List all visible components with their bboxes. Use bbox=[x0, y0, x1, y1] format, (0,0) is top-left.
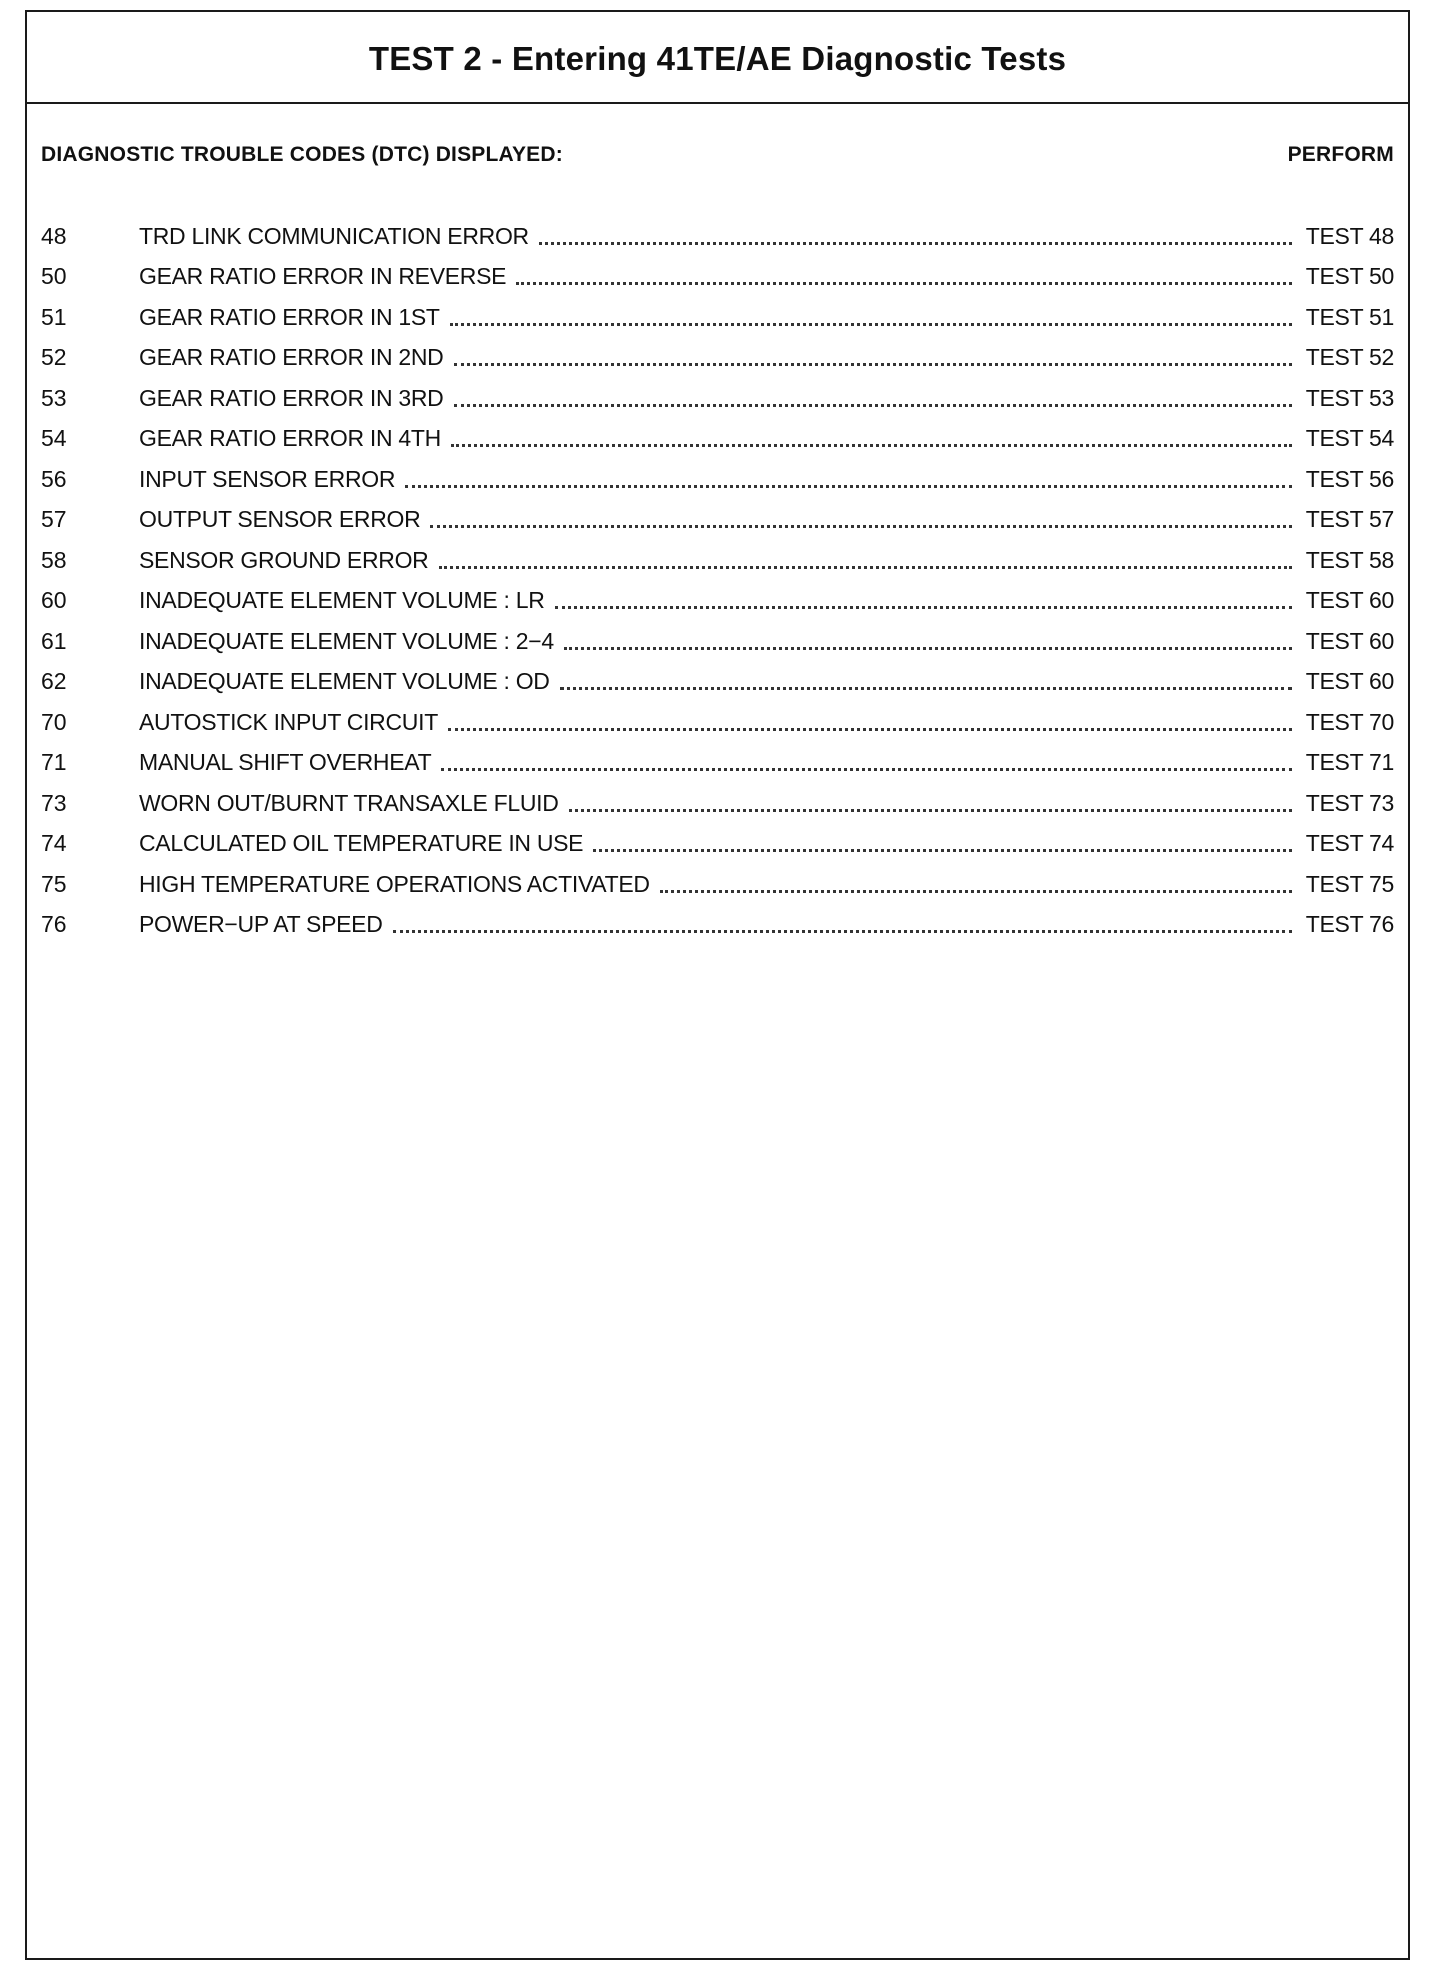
dot-leader bbox=[454, 404, 1292, 407]
perform-test: TEST 58 bbox=[1305, 546, 1394, 573]
table-row bbox=[41, 905, 1394, 946]
dot-leader bbox=[569, 809, 1292, 812]
dtc-description: INPUT SENSOR ERROR bbox=[139, 465, 396, 492]
dtc-code: 62 bbox=[41, 668, 67, 695]
perform-test: TEST 60 bbox=[1305, 668, 1394, 695]
dtc-code: 52 bbox=[41, 344, 67, 371]
table-row bbox=[41, 743, 1394, 784]
table-row bbox=[41, 864, 1394, 905]
dtc-code: 54 bbox=[41, 425, 67, 452]
dot-leader bbox=[393, 930, 1292, 933]
table-row bbox=[41, 257, 1394, 298]
dtc-code: 50 bbox=[41, 263, 67, 290]
dtc-column-header: DIAGNOSTIC TROUBLE CODES (DTC) DISPLAYED: bbox=[41, 143, 563, 166]
dtc-code: 74 bbox=[41, 830, 67, 857]
dot-leader bbox=[660, 890, 1292, 893]
perform-test: TEST 57 bbox=[1305, 506, 1394, 533]
dot-leader bbox=[451, 444, 1292, 447]
dtc-description: POWER−UP AT SPEED bbox=[139, 911, 383, 938]
table-row bbox=[41, 297, 1394, 338]
dtc-code: 73 bbox=[41, 789, 67, 816]
dtc-description: TRD LINK COMMUNICATION ERROR bbox=[139, 222, 529, 249]
dtc-code: 56 bbox=[41, 465, 67, 492]
dtc-description: CALCULATED OIL TEMPERATURE IN USE bbox=[139, 830, 584, 857]
perform-test: TEST 52 bbox=[1305, 344, 1394, 371]
dtc-code: 61 bbox=[41, 627, 67, 654]
dtc-list bbox=[41, 216, 1394, 945]
dtc-description: GEAR RATIO ERROR IN 1ST bbox=[139, 303, 440, 330]
dtc-description: MANUAL SHIFT OVERHEAT bbox=[139, 749, 432, 776]
dot-leader bbox=[560, 687, 1292, 690]
perform-test: TEST 48 bbox=[1305, 222, 1394, 249]
table-row bbox=[41, 459, 1394, 500]
perform-test: TEST 50 bbox=[1305, 263, 1394, 290]
dtc-description: SENSOR GROUND ERROR bbox=[139, 546, 429, 573]
dtc-description: HIGH TEMPERATURE OPERATIONS ACTIVATED bbox=[139, 870, 650, 897]
dtc-description: GEAR RATIO ERROR IN REVERSE bbox=[139, 263, 507, 290]
dtc-description: GEAR RATIO ERROR IN 2ND bbox=[139, 344, 444, 371]
dtc-code: 48 bbox=[41, 222, 67, 249]
perform-test: TEST 74 bbox=[1305, 830, 1394, 857]
dot-leader bbox=[439, 566, 1292, 569]
table-row bbox=[41, 621, 1394, 662]
page-title: TEST 2 - Entering 41TE/AE Diagnostic Tests bbox=[368, 40, 1067, 77]
perform-test: TEST 71 bbox=[1305, 749, 1394, 776]
dot-leader bbox=[564, 647, 1292, 650]
perform-test: TEST 70 bbox=[1305, 708, 1394, 735]
dtc-code: 71 bbox=[41, 749, 67, 776]
dot-leader bbox=[430, 525, 1291, 528]
dtc-description: INADEQUATE ELEMENT VOLUME : 2−4 bbox=[139, 627, 554, 654]
perform-test: TEST 56 bbox=[1305, 465, 1394, 492]
dtc-code: 53 bbox=[41, 384, 67, 411]
perform-test: TEST 73 bbox=[1305, 789, 1394, 816]
dtc-code: 75 bbox=[41, 870, 67, 897]
dot-leader bbox=[448, 728, 1292, 731]
dtc-description: WORN OUT/BURNT TRANSAXLE FLUID bbox=[139, 789, 559, 816]
dtc-description: INADEQUATE ELEMENT VOLUME : OD bbox=[139, 668, 550, 695]
dtc-description: AUTOSTICK INPUT CIRCUIT bbox=[139, 708, 438, 735]
table-header bbox=[41, 138, 1394, 172]
table-row bbox=[41, 378, 1394, 419]
dot-leader bbox=[441, 768, 1291, 771]
perform-test: TEST 75 bbox=[1305, 870, 1394, 897]
dot-leader bbox=[405, 485, 1292, 488]
dtc-description: OUTPUT SENSOR ERROR bbox=[139, 506, 421, 533]
table-row bbox=[41, 662, 1394, 703]
dtc-code: 76 bbox=[41, 911, 67, 938]
perform-column-header: PERFORM bbox=[1287, 143, 1394, 166]
dtc-code: 70 bbox=[41, 708, 67, 735]
table-row bbox=[41, 581, 1394, 622]
table-row bbox=[41, 783, 1394, 824]
table-row bbox=[41, 216, 1394, 257]
perform-test: TEST 54 bbox=[1305, 425, 1394, 452]
dtc-description: INADEQUATE ELEMENT VOLUME : LR bbox=[139, 587, 545, 614]
dtc-description: GEAR RATIO ERROR IN 3RD bbox=[139, 384, 444, 411]
table-row bbox=[41, 540, 1394, 581]
dtc-description: GEAR RATIO ERROR IN 4TH bbox=[139, 425, 441, 452]
perform-test: TEST 60 bbox=[1305, 627, 1394, 654]
perform-test: TEST 51 bbox=[1305, 303, 1394, 330]
title-bar bbox=[27, 12, 1408, 104]
page-frame bbox=[25, 10, 1410, 1960]
dot-leader bbox=[539, 242, 1292, 245]
dtc-code: 58 bbox=[41, 546, 67, 573]
table-row bbox=[41, 824, 1394, 865]
dtc-code: 51 bbox=[41, 303, 67, 330]
dot-leader bbox=[593, 849, 1292, 852]
table-row bbox=[41, 702, 1394, 743]
dtc-code: 60 bbox=[41, 587, 67, 614]
dot-leader bbox=[454, 363, 1292, 366]
perform-test: TEST 76 bbox=[1305, 911, 1394, 938]
table-row bbox=[41, 338, 1394, 379]
dot-leader bbox=[450, 323, 1292, 326]
table-row bbox=[41, 419, 1394, 460]
dot-leader bbox=[516, 282, 1292, 285]
dtc-code: 57 bbox=[41, 506, 67, 533]
perform-test: TEST 60 bbox=[1305, 587, 1394, 614]
table-row bbox=[41, 500, 1394, 541]
dot-leader bbox=[555, 606, 1292, 609]
perform-test: TEST 53 bbox=[1305, 384, 1394, 411]
